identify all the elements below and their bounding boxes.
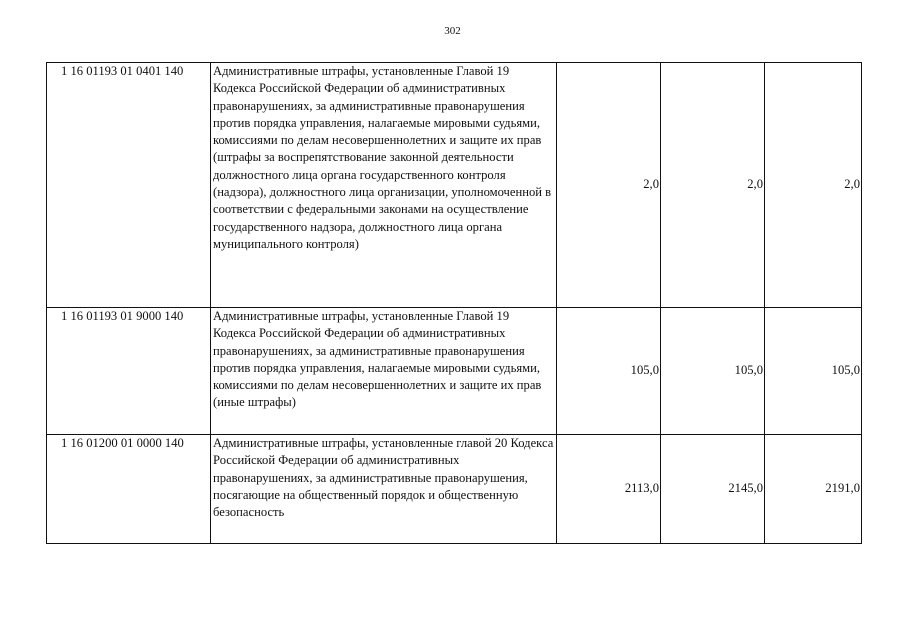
amount-year-3: 2,0 xyxy=(765,63,862,308)
amount-year-3: 2191,0 xyxy=(765,435,862,544)
revenue-description: Административные штрафы, установленные Главой 19 Кодекса Российской Федерации об административных правонарушениях, за административные правонарушения против порядка управления, налагаемые мировыми судьями, комиссиями по делам несовершеннолетних и защите их прав (иные штрафы) xyxy=(211,308,557,435)
amount-year-1: 2113,0 xyxy=(557,435,661,544)
table-row xyxy=(47,308,862,435)
budget-code: 1 16 01200 01 0000 140 xyxy=(47,435,211,544)
amount-year-1: 2,0 xyxy=(557,63,661,308)
amount-year-2: 2,0 xyxy=(661,63,765,308)
amount-year-2: 105,0 xyxy=(661,308,765,435)
budget-code: 1 16 01193 01 0401 140 xyxy=(47,63,211,308)
amount-year-2: 2145,0 xyxy=(661,435,765,544)
page-number: 302 xyxy=(444,25,461,37)
revenue-description: Административные штрафы, установленные Главой 19 Кодекса Российской Федерации об административных правонарушениях, за административные правонарушения против порядка управления, налагаемые мировыми судьями, комиссиями по делам несовершеннолетних и защите их прав (штрафы за воспрепятствование законной деятельности должностного лица органа государственного контроля (надзора), должностного лица организации, уполномоченной в соответствии с федеральными законами на осуществление государственного надзора, должностного лица органа муниципального контроля) xyxy=(211,63,557,308)
table-row xyxy=(47,435,862,544)
budget-table xyxy=(46,62,862,544)
revenue-description: Административные штрафы, установленные главой 20 Кодекса Российской Федерации об административных правонарушениях, за административные правонарушения, посягающие на общественный порядок и общественную безопасность xyxy=(211,435,557,544)
amount-year-3: 105,0 xyxy=(765,308,862,435)
amount-year-1: 105,0 xyxy=(557,308,661,435)
table-row xyxy=(47,63,862,308)
budget-code: 1 16 01193 01 9000 140 xyxy=(47,308,211,435)
